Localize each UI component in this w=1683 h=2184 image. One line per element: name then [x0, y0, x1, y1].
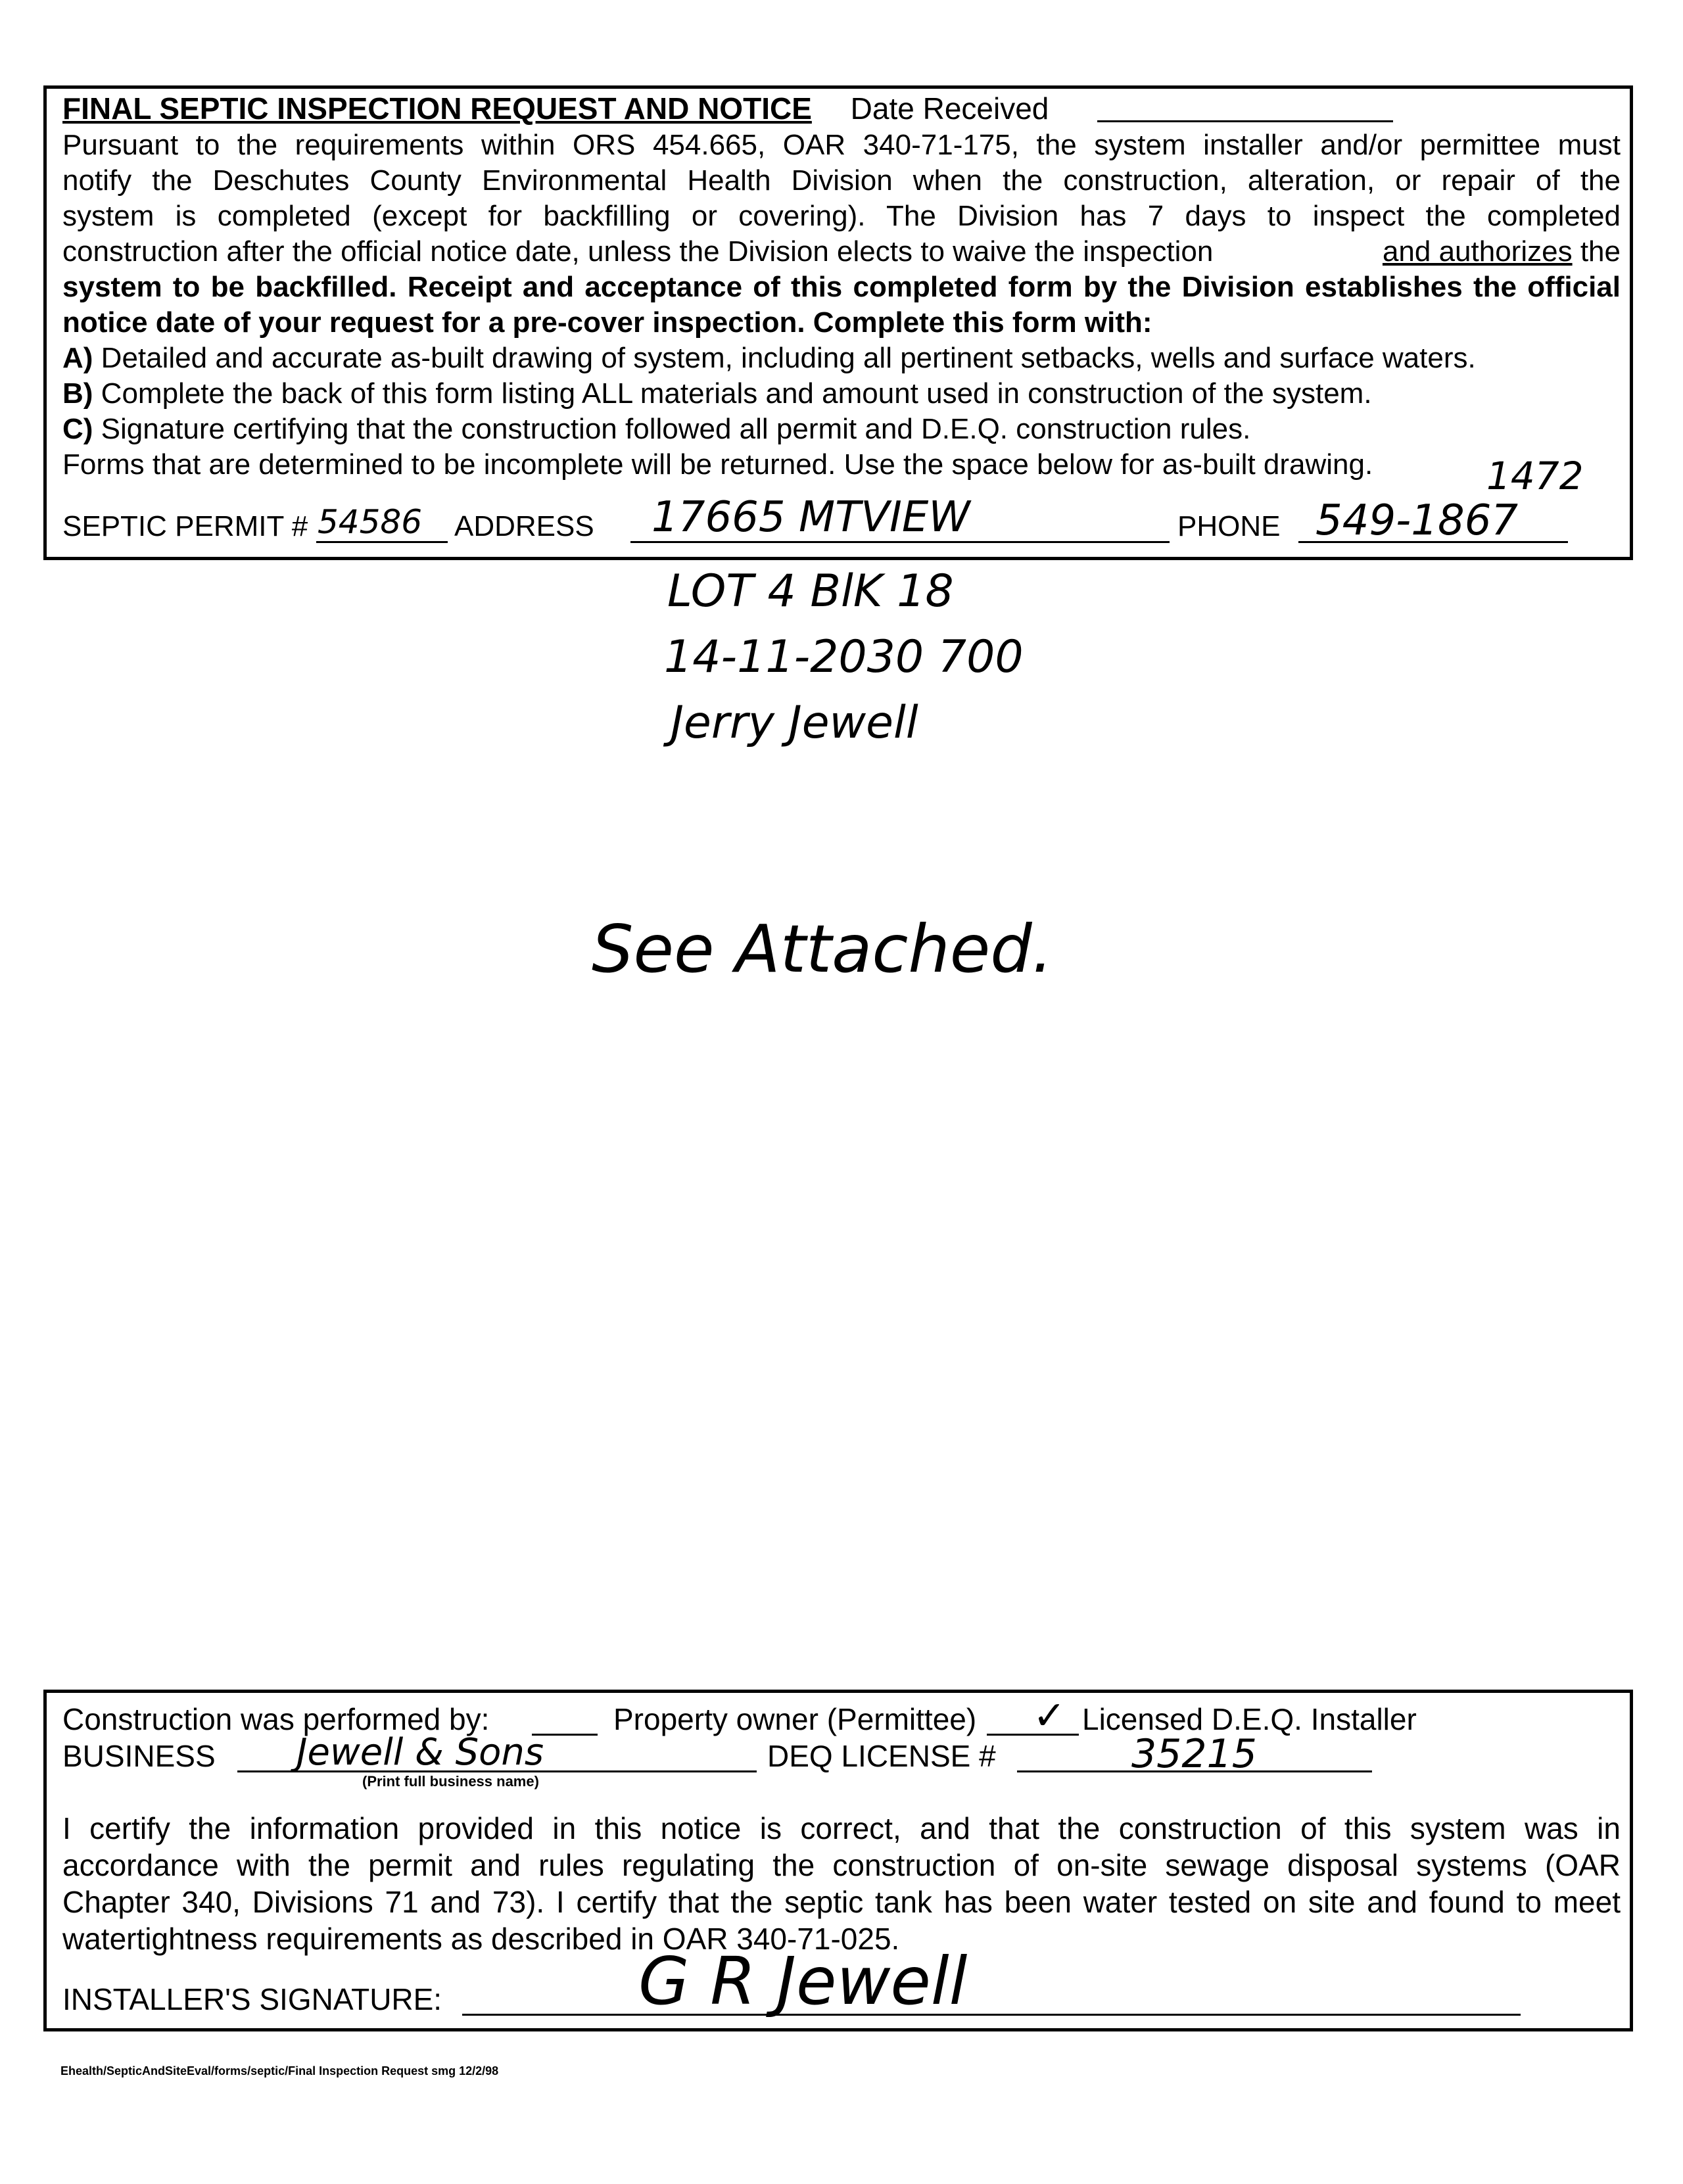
requirement-b: [62, 377, 1372, 411]
form-title: FINAL SEPTIC INSPECTION REQUEST AND NOTICE: [62, 91, 812, 126]
incomplete-note: Forms that are determined to be incomplete will be returned. Use the space below for as-built drawing.: [62, 448, 1373, 481]
septic-permit-field[interactable]: [316, 541, 448, 543]
installer-check-mark: ✓: [1033, 1693, 1066, 1739]
phone-value: 549-1867: [1316, 496, 1519, 545]
inspection-request-section: [43, 85, 1633, 560]
requirement-b-letter: B): [62, 377, 93, 410]
footer-file-path: Ehealth/SepticAndSiteEval/forms/septic/Final Inspection Request smg 12/2/98: [60, 2064, 499, 2077]
requirement-a-text: Detailed and accurate as-built drawing of system, including all pertinent setbacks, wells and surface waters.: [101, 342, 1476, 374]
see-attached-note: See Attached.: [592, 911, 1053, 987]
business-value: Jewell & Sons: [296, 1731, 544, 1774]
intro-line-4: construction after the official notice date, unless the Division elects to waive the inspection: [62, 235, 1214, 268]
phone-extra-value: 1472: [1486, 454, 1584, 498]
address-label: ADDRESS: [454, 510, 594, 542]
deq-license-label: DEQ LICENSE #: [767, 1739, 996, 1773]
lot-block-note: LOT 4 BlK 18: [667, 565, 954, 617]
certification-line-1: I certify the information provided in this notice is correct, and that the construction of this system was in: [62, 1811, 1621, 1845]
installer-signature-label: INSTALLER'S SIGNATURE:: [62, 1982, 442, 2016]
requirement-b-text: Complete the back of this form listing ALL materials and amount used in construction of the system.: [101, 377, 1372, 410]
requirement-c-text: Signature certifying that the construction followed all permit and D.E.Q. construction rules.: [101, 413, 1251, 445]
address-value: 17665 MTVIEW: [652, 493, 970, 542]
intro-line-3: system is completed (except for backfilling or covering). The Division has 7 days to inspect the completed: [62, 200, 1621, 232]
deq-license-value: 35215: [1131, 1731, 1257, 1777]
septic-permit-value: 54586: [318, 503, 423, 541]
requirement-a-letter: A): [62, 342, 93, 374]
phone-label: PHONE: [1177, 510, 1281, 542]
intro-line-6: notice date of your request for a pre-cover inspection. Complete this form with:: [62, 306, 1152, 339]
installer-signature-field[interactable]: [462, 2014, 1521, 2016]
installer-signature: G R Jewell: [638, 1943, 968, 2020]
certification-line-4: watertightness requirements as described in OAR 340-71-025.: [62, 1922, 900, 1956]
requirement-a: [62, 341, 1476, 375]
requirement-c: [62, 412, 1250, 446]
intro-line-5: system to be backfilled. Receipt and acceptance of this completed form by the Division establishes the official: [62, 271, 1621, 303]
certification-line-3: Chapter 340, Divisions 71 and 73). I certify that the septic tank has been water tested on site and found to meet: [62, 1885, 1621, 1919]
business-hint: (Print full business name): [362, 1773, 539, 1790]
intro-line-2: notify the Deschutes County Environmental Health Division when the construction, alteration, or repair of the: [62, 164, 1621, 197]
owner-name-note: Jerry Jewell: [671, 697, 918, 749]
installer-certification-section: [43, 1690, 1633, 2031]
performed-by-label: Construction was performed by:: [62, 1702, 490, 1736]
tax-lot-note: 14-11-2030 700: [664, 631, 1024, 683]
date-received-label: Date Received: [850, 91, 1049, 126]
installer-option-label: Licensed D.E.Q. Installer: [1082, 1702, 1417, 1736]
business-label: BUSINESS: [62, 1739, 216, 1773]
intro-line-4-tail: the: [1580, 235, 1621, 268]
certification-line-2: accordance with the permit and rules regulating the construction of on-site sewage disposal systems (OAR: [62, 1848, 1621, 1882]
requirement-c-letter: C): [62, 413, 93, 445]
intro-line-1: Pursuant to the requirements within ORS 454.665, OAR 340-71-175, the system installer and/or permittee must: [62, 129, 1621, 161]
septic-permit-label: SEPTIC PERMIT #: [62, 510, 308, 542]
date-received-field[interactable]: [1097, 120, 1393, 122]
intro-line-4-underlined: and authorizes: [1382, 235, 1573, 268]
owner-option-label: Property owner (Permittee): [613, 1702, 977, 1736]
